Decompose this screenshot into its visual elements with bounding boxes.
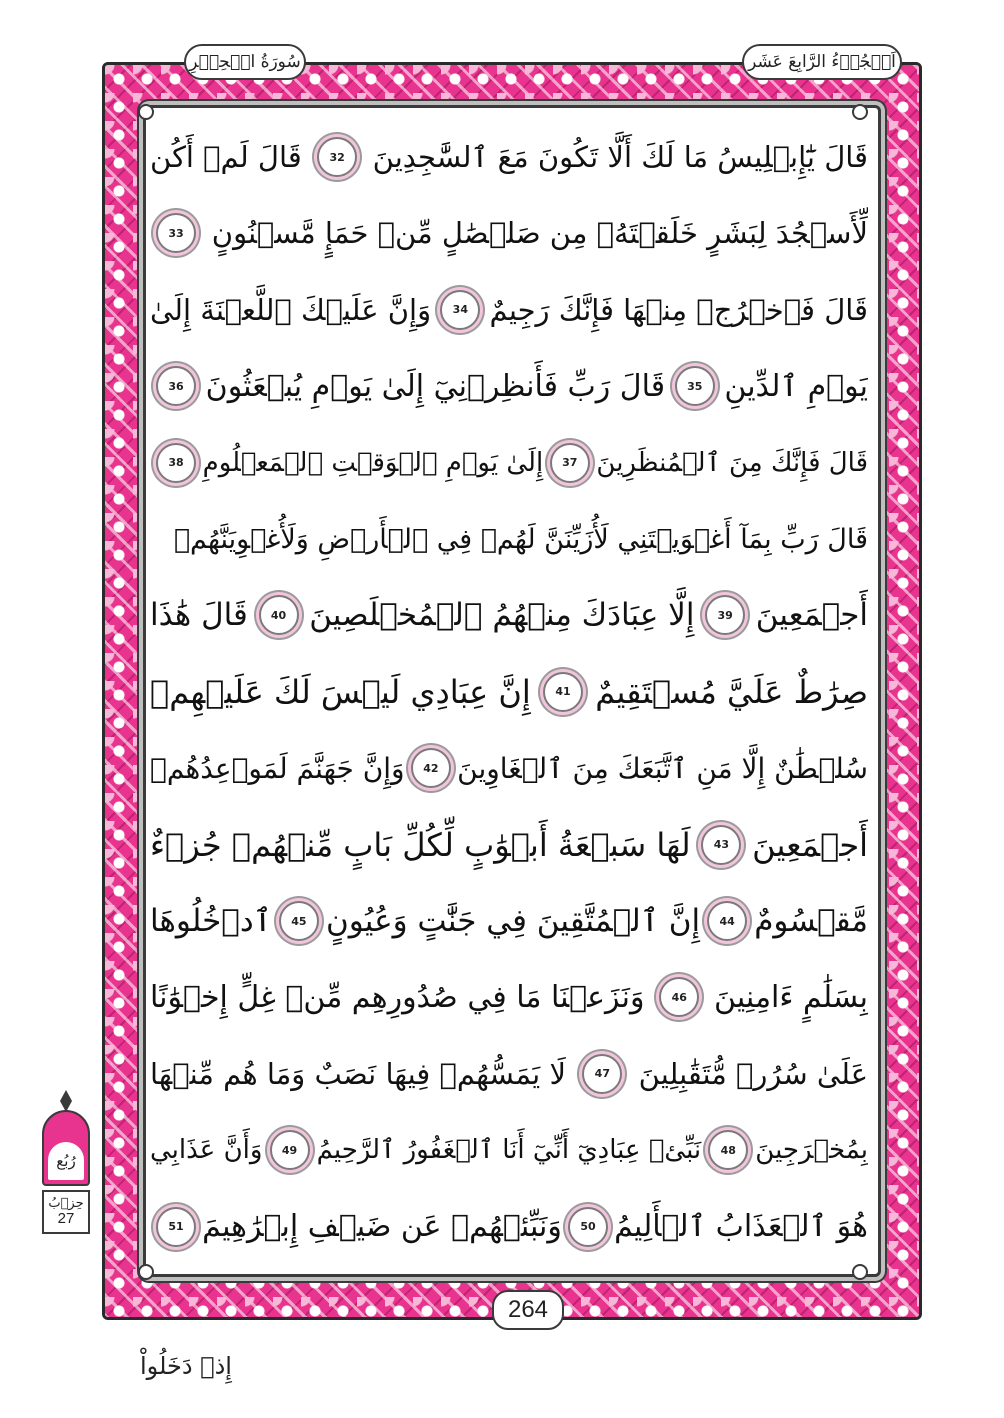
ayah-number-marker: 49 — [270, 1130, 310, 1170]
text-line — [150, 1192, 868, 1262]
text-line — [150, 886, 868, 956]
text-line — [150, 1115, 868, 1185]
text-line — [150, 962, 868, 1032]
page-number: 264 — [492, 1290, 564, 1330]
ayah-number-marker: 36 — [156, 366, 196, 406]
corner-rosette-icon — [138, 1264, 154, 1280]
text-line — [150, 580, 868, 650]
verse-text-segment: إِنَّ ٱلۡمُتَّقِينَ فِي جَنَّٰتٍ وَعُيُونٍ — [325, 903, 701, 939]
hizb-number: 27 — [57, 1209, 75, 1227]
verse-text-segment: ٱدۡخُلُوهَا — [150, 903, 272, 939]
ayah-number-marker: 39 — [705, 595, 745, 635]
ayah-number-marker: 51 — [156, 1207, 196, 1247]
verse-text-segment: إِنَّ عِبَادِي لَيۡسَ لَكَ عَلَيۡهِمۡ — [150, 672, 531, 711]
text-line — [150, 351, 868, 421]
verse-text-segment: قَالَ يَٰٓإِبۡلِيسُ مَا لَكَ أَلَّا تَكُونَ مَعَ ٱلسَّٰجِدِينَ — [372, 140, 868, 174]
verse-text-segment: إِلَّا عِبَادَكَ مِنۡهُمُ ٱلۡمُخۡلَصِينَ — [309, 597, 695, 634]
verse-text-segment: مَّقۡسُومٌ — [754, 903, 868, 939]
ayah-number-marker: 47 — [582, 1054, 622, 1094]
text-line — [150, 733, 868, 803]
ayah-number-marker: 45 — [279, 901, 319, 941]
ayah-number-marker: 38 — [156, 443, 196, 483]
text-line — [150, 810, 868, 880]
verse-text-segment: بِمُخۡرَجِينَ — [755, 1135, 868, 1166]
verse-text-segment: سُلۡطَٰنٌ إِلَّا مَنِ ٱتَّبَعَكَ مِنَ ٱلۡغَاوِينَ — [457, 751, 868, 785]
ayah-number-marker: 37 — [550, 443, 590, 483]
ayah-number-marker: 50 — [568, 1207, 608, 1247]
quran-text-block — [150, 122, 868, 1270]
verse-text-segment: وَنَزَعۡنَا مَا فِي صُدُورِهِم مِّنۡ غِلٍّ إِخۡوَٰنًا — [150, 979, 645, 1015]
verse-text-segment: قَالَ فَإِنَّكَ مِنَ ٱلۡمُنظَرِينَ — [596, 447, 868, 478]
verse-text-segment: لَا يَمَسُّهُمۡ فِيهَا نَصَبٌ وَمَا هُم مِّنۡهَا — [150, 1056, 567, 1091]
text-line — [150, 1039, 868, 1109]
ayah-number-marker: 32 — [317, 137, 357, 177]
verse-text-segment: قَالَ لَمۡ أَكُن — [150, 140, 302, 174]
verse-text-segment: أَجۡمَعِينَ — [755, 597, 868, 634]
verse-text-segment: أَجۡمَعِينَ — [752, 825, 868, 864]
verse-text-segment: نَبِّئۡ عِبَادِيٓ أَنِّيٓ أَنَا ٱلۡغَفُورُ ٱلرَّحِيمُ — [316, 1135, 702, 1166]
ayah-number-marker: 46 — [659, 977, 699, 1017]
verse-text-segment: صِرَٰطٌ عَلَيَّ مُسۡتَقِيمٌ — [595, 672, 868, 711]
verse-text-segment: وَإِنَّ عَلَيۡكَ ٱللَّعۡنَةَ إِلَىٰ — [150, 292, 432, 327]
hizb-label: حِزۡبُ — [48, 1195, 84, 1211]
ayah-number-marker: 35 — [675, 366, 715, 406]
verse-text-segment: هُوَ ٱلۡعَذَابُ ٱلۡأَلِيمُ — [614, 1209, 868, 1245]
ayah-number-marker: 41 — [543, 672, 583, 712]
verse-text-segment: قَالَ رَبِّ فَأَنظِرۡنِيٓ إِلَىٰ يَوۡمِ يُبۡعَثُونَ — [205, 368, 666, 404]
corner-rosette-icon — [138, 104, 154, 120]
verse-text-segment: وَنَبِّئۡهُمۡ عَن ضَيۡفِ إِبۡرَٰهِيمَ — [202, 1209, 562, 1245]
verse-text-segment: قَالَ رَبِّ بِمَآ أَغۡوَيۡتَنِي لَأُزَيِّنَنَّ لَهُمۡ فِي ٱلۡأَرۡضِ وَلَأُغۡوِيَنَّهُمۡ — [173, 523, 868, 555]
ayah-number-marker: 33 — [156, 213, 196, 253]
verse-text-segment: لِّأَسۡجُدَ لِبَشَرٍ خَلَقۡتَهُۥ مِن صَلۡصَٰلٍ مِّنۡ حَمَإٍ مَّسۡنُونٍ — [211, 216, 868, 251]
text-line — [150, 198, 868, 268]
corner-rosette-icon — [852, 1264, 868, 1280]
verse-text-segment: قَالَ هَٰذَا — [150, 597, 248, 634]
text-line — [150, 504, 868, 574]
verse-text-segment: يَوۡمِ ٱلدِّينِ — [724, 368, 868, 404]
surah-title: سُورَةُ الۡحِجۡرِ — [184, 44, 306, 80]
hizb-marker — [36, 1090, 96, 1240]
rub-label: رُبُع — [48, 1142, 84, 1180]
ayah-number-marker: 48 — [708, 1130, 748, 1170]
juz-title: اَلۡجُزۡءُ الرَّابِعَ عَشَر — [742, 44, 902, 80]
corner-rosette-icon — [852, 104, 868, 120]
hizb-box — [42, 1190, 90, 1234]
ayah-number-marker: 43 — [701, 825, 741, 865]
ayah-number-marker: 44 — [707, 901, 747, 941]
verse-text-segment: بِسَلَٰمٍ ءَامِنِينَ — [714, 979, 868, 1015]
text-line — [150, 657, 868, 727]
ayah-number-marker: 42 — [411, 748, 451, 788]
text-line — [150, 275, 868, 345]
diamond-ornament-icon — [60, 1090, 72, 1112]
text-line — [150, 428, 868, 498]
ayah-number-marker: 40 — [259, 595, 299, 635]
ayah-number-marker: 34 — [440, 290, 480, 330]
verse-text-segment: وَإِنَّ جَهَنَّمَ لَمَوۡعِدُهُمۡ — [150, 751, 405, 785]
verse-text-segment: عَلَىٰ سُرُرٖ مُّتَقَٰبِلِينَ — [638, 1056, 868, 1091]
verse-text-segment: لَهَا سَبۡعَةُ أَبۡوَٰبٍ لِّكُلِّ بَابٍ مِّنۡهُمۡ جُزۡءٌ — [150, 825, 691, 864]
verse-text-segment: إِلَىٰ يَوۡمِ ٱلۡوَقۡتِ ٱلۡمَعۡلُومِ — [202, 447, 544, 478]
verse-text-segment: قَالَ فَٱخۡرُجۡ مِنۡهَا فَإِنَّكَ رَجِيمٌ — [489, 292, 868, 327]
text-line — [150, 122, 868, 192]
verse-text-segment: وَأَنَّ عَذَابِي — [150, 1135, 263, 1166]
catchword: إِذۡ دَخَلُواْ — [140, 1352, 232, 1380]
